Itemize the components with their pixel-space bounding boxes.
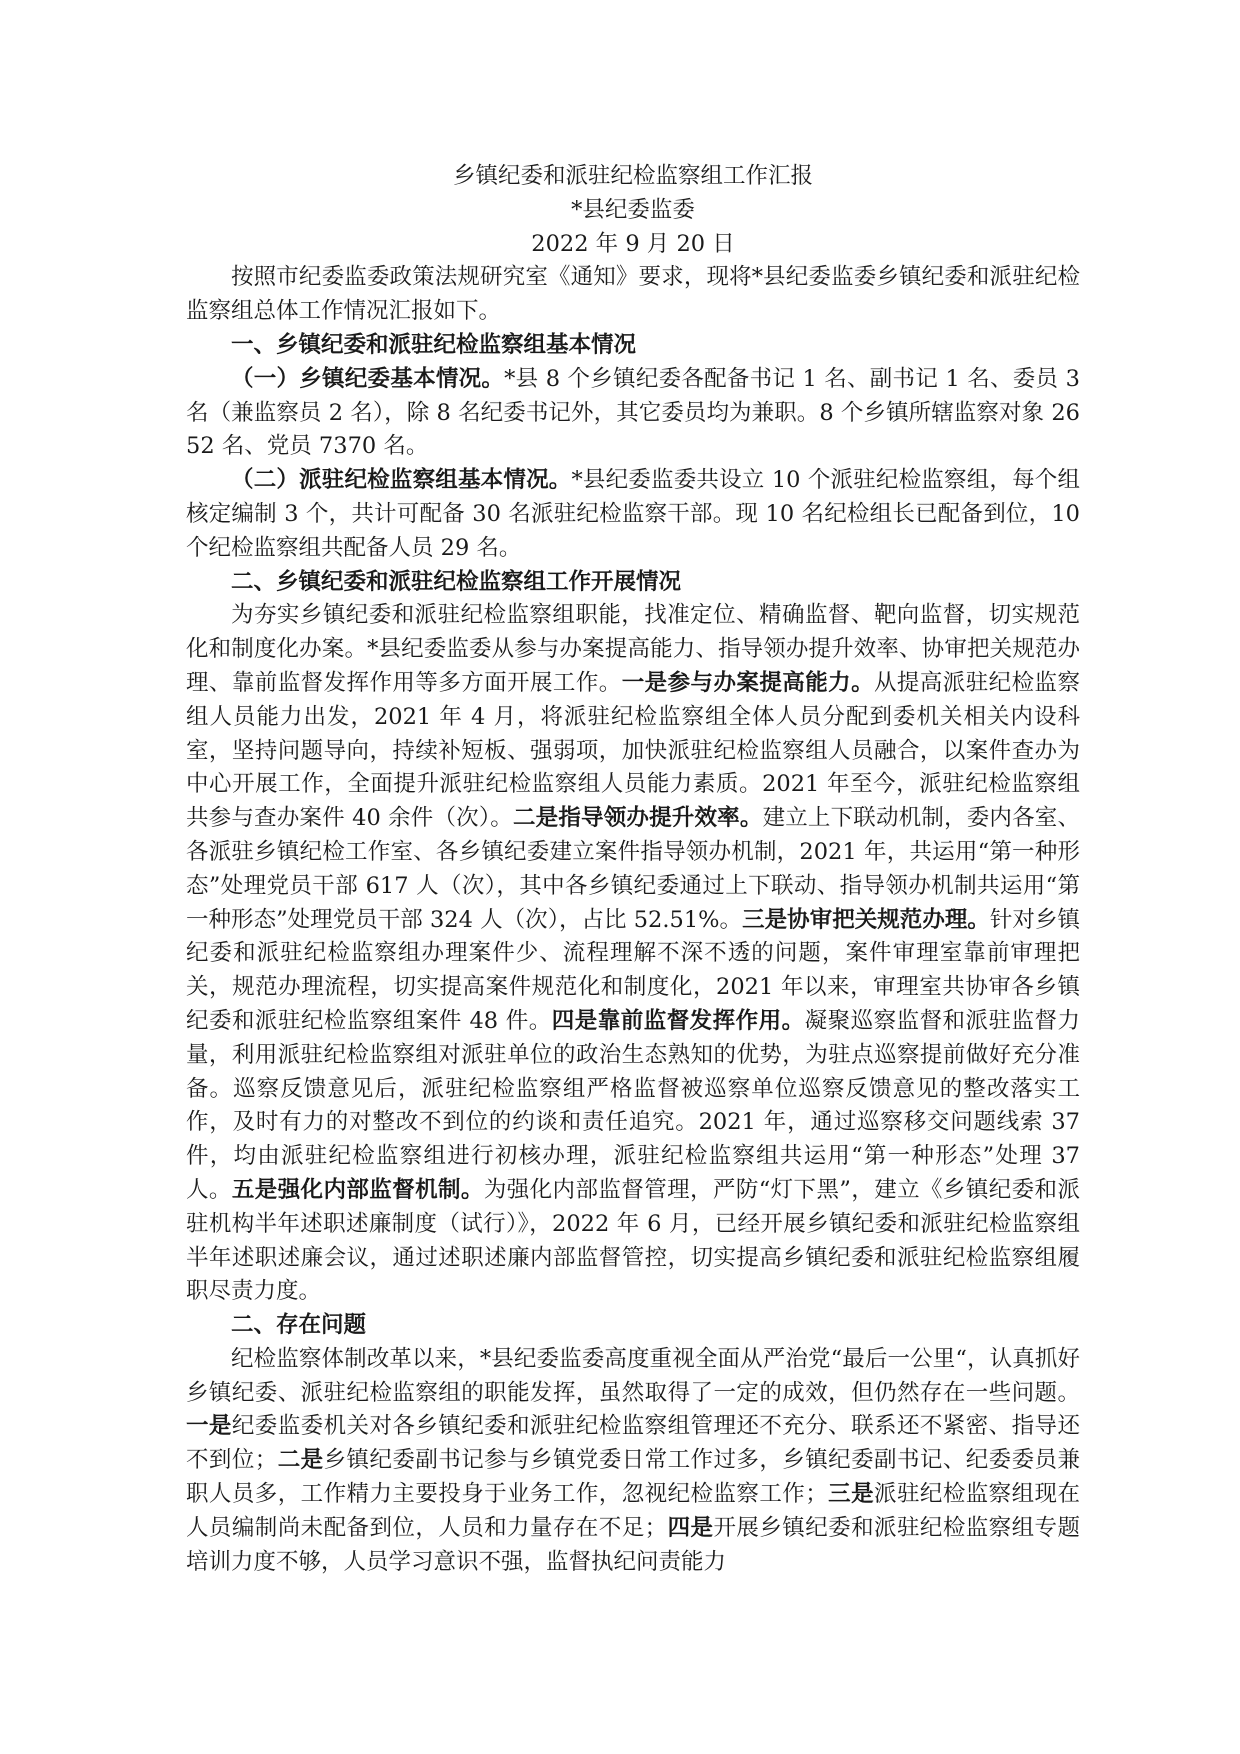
section1-sub1-lead: （一）乡镇纪委基本情况。 [231,365,505,392]
section2-bold-5: 五是强化内部监督机制。 [231,1176,484,1203]
section1-sub1-text: *县 8 个乡镇纪委各配备书记 1 名、副书记 1 名、委员 3 名（兼监察员 2 名），除 8 名纪委书记外，其它委员均为兼职。8 个乡镇所辖监察对象 2652 名、党员 7370 名。 [186,365,1080,460]
section2-heading: 二、乡镇纪委和派驻纪检监察组工作开展情况 [231,568,682,595]
document-date: 2022 年 9 月 20 日 [531,230,735,257]
section3-text-5: 开展乡镇纪委和派驻纪检监察组专题培训力度不够，人员学习意识不强，监督执纪问责能力 [186,1514,1080,1575]
section2-text-6: 为强化内部监督管理，严防“灯下黑”，建立《乡镇纪委和派驻机构半年述职述廉制度（试行）》，2022 年 6 月，已经开展乡镇纪委和派驻纪检监察组半年述职述廉会议，通过述职述廉内部监督管控，切实提高乡镇纪委和派驻纪检监察组履职尽责力度。 [186,1176,1080,1305]
section1-sub1-paragraph [186,363,1080,464]
section2-paragraph [186,599,1080,1309]
section3-bold-3: 三是 [827,1481,875,1508]
document-title: 乡镇纪委和派驻纪检监察组工作汇报 [452,163,813,189]
section3-text-1: 纪检监察体制改革以来，*县纪委监委高度重视全面从严治党“最后一公里“，认真抓好乡镇纪委、派驻纪检监察组的职能发挥，虽然取得了一定的成效，但仍然存在一些问题。 [186,1345,1080,1406]
section2-bold-1: 一是参与办案提高能力。 [621,669,874,696]
section2-text-3: 建立上下联动机制，委内各室、各派驻乡镇纪检工作室、各乡镇纪委建立案件指导领办机制，2021 年，共运用“第一种形态”处理党员干部 617 人（次），其中各乡镇纪委通过上下联动、指导领办机制共运用“第一种形态”处理党员干部 324 人（次），占比 52.51%。 [186,805,1080,933]
section3-heading: 二、存在问题 [231,1312,367,1339]
section1-sub2-text: *县纪委监委共设立 10 个派驻纪检监察组，每个组核定编制 3 个，共计可配备 30 名派驻纪检监察干部。现 10 名纪检组长已配备到位，10 个纪检监察组共配备人员 29 名。 [186,467,1080,561]
section2-bold-2: 二是指导领办提升效率。 [513,805,763,832]
section3-text-3: 乡镇纪委副书记参与乡镇党委日常工作过多，乡镇纪委副书记、纪委委员兼职人员多，工作精力主要投身于业务工作，忽视纪检监察工作； [186,1447,1080,1508]
section2-text-1: 为夯实乡镇纪委和派驻纪检监察组职能，找准定位、精确监督、靶向监督，切实规范化和制度化办案。*县纪委监委从参与办案提高能力、指导领办提升效率、协审把关规范办理、靠前监督发挥作用等多方面开展工作。 [186,602,1080,696]
section1-sub2-paragraph [186,464,1080,565]
section3-paragraph [186,1343,1080,1580]
section2-bold-3: 三是协审把关规范办理。 [742,906,990,933]
document-page [186,160,1080,1579]
section3-text-4: 派驻纪检监察组现在人员编制尚未配备到位，人员和力量存在不足； [186,1481,1080,1541]
section2-text-2: 从提高派驻纪检监察组人员能力出发，2021 年 4 月，将派驻纪检监察组全体人员分配到委机关相关内设科室，坚持问题导向，持续补短板、强弱项，加快派驻纪检监察组人员融合，以案件查办为中心开展工作，全面提升派驻纪检监察组人员能力素质。2021 年至今，派驻纪检监察组共参与查办案件 40 余件（次）。 [186,669,1080,832]
section2-text-5: 凝聚巡察监督和派驻监督力量，利用派驻纪检监察组对派驻单位的政治生态熟知的优势，为驻点巡察提前做好充分准备。巡察反馈意见后，派驻纪检监察组严格监督被巡察单位巡察反馈意见的整改落实工作，及时有力的对整改不到位的约谈和责任追究。2021 年，通过巡察移交问题线索 37 件，均由派驻纪检监察组进行初核办理，派驻纪检监察组共运用“第一种形态”处理 37 人。 [186,1007,1080,1203]
section3-bold-4: 四是 [667,1514,714,1541]
section3-bold-1: 一是 [186,1413,232,1440]
section1-heading: 一、乡镇纪委和派驻纪检监察组基本情况 [231,331,637,358]
section3-bold-2: 二是 [277,1447,324,1474]
section2-bold-4: 四是靠前监督发挥作用。 [551,1007,805,1034]
section2-text-4: 针对乡镇纪委和派驻纪检监察组办理案件少、流程理解不深不透的问题，案件审理室靠前审理把关，规范办理流程，切实提高案件规范化和制度化，2021 年以来，审理室共协审各乡镇纪委和派驻纪检监察组案件 48 件。 [186,906,1080,1034]
intro-paragraph: 按照市纪委监委政策法规研究室《通知》要求，现将*县纪委监委乡镇纪委和派驻纪检监察组总体工作情况汇报如下。 [186,264,1080,325]
section3-text-2: 纪委监委机关对各乡镇纪委和派驻纪检监察组管理还不充分、联系还不紧密、指导还不到位； [186,1413,1080,1474]
section1-sub2-lead: （二）派驻纪检监察组基本情况。 [231,467,572,494]
issuing-organization: *县纪委监委 [571,196,695,223]
